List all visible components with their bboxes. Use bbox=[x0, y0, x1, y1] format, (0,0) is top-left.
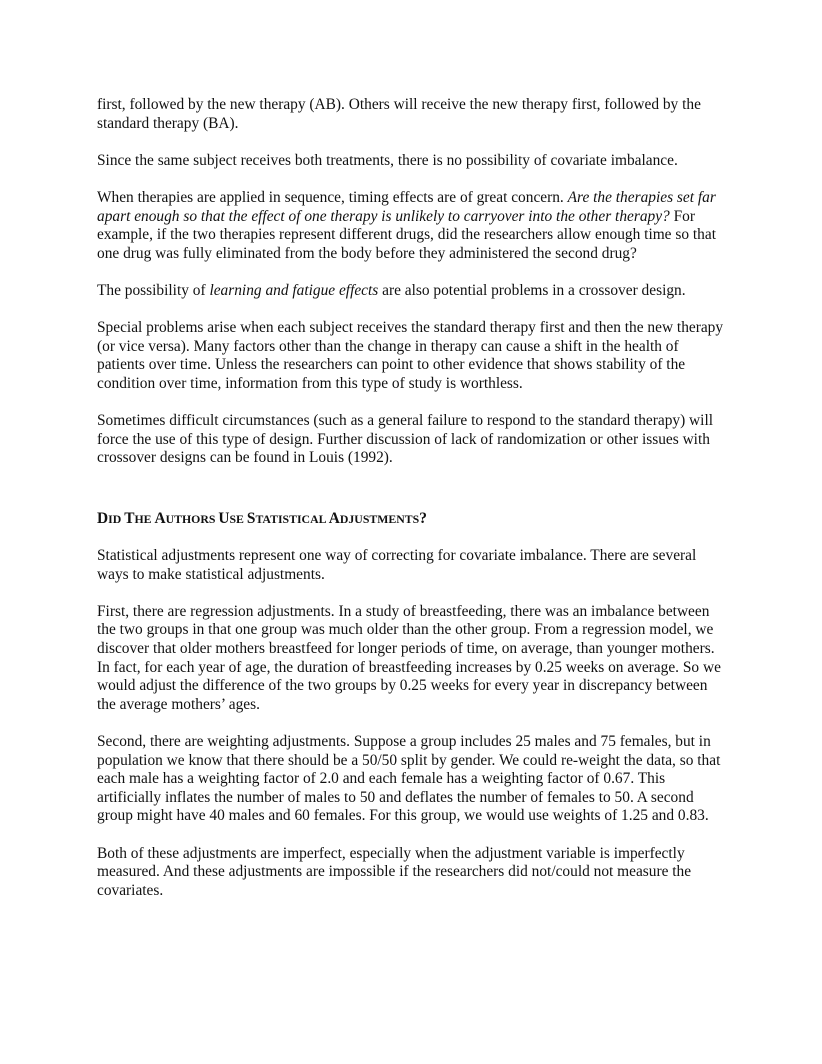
heading-part: S bbox=[246, 509, 256, 527]
paragraph-regression-adjustments: First, there are regression adjustments. In a study of breastfeeding, there was an imbalance between the two groups in that one group was much older than the other group. From a regression model, we discover that older mothers breastfeed for longer periods of time, on average, than younger mothers. In fact, for each year of age, the duration of breastfeeding increases by 0.25 weeks on average. So we would adjust the difference of the two groups by 0.25 weeks for every year in discrepancy between the average mothers’ ages. bbox=[97, 602, 721, 713]
timing-lead-text: When therapies are applied in sequence, timing effects are of great concern. bbox=[97, 188, 568, 206]
learning-rest-text: are also potential problems in a crossover design. bbox=[378, 281, 686, 299]
heading-part: TATISTICAL bbox=[255, 511, 329, 526]
section-heading bbox=[97, 510, 729, 529]
learning-lead-text: The possibility of bbox=[97, 281, 210, 299]
paragraph-imperfect-adjustments: Both of these adjustments are imperfect, especially when the adjustment variable is imperfectly measured. And these adjustments are impossible if the researchers did not/could not measure the covariates. bbox=[97, 844, 692, 899]
paragraph-statistical-adjustments: Statistical adjustments represent one way of correcting for covariate imbalance. There are several ways to make statistical adjustments. bbox=[97, 547, 697, 583]
heading-part: ID bbox=[108, 511, 125, 526]
heading-part: A bbox=[154, 509, 166, 527]
heading-part: SE bbox=[229, 511, 247, 526]
heading-part: A bbox=[328, 509, 340, 527]
heading-part: U bbox=[218, 509, 230, 527]
heading-part: HE bbox=[134, 511, 155, 526]
paragraph-weighting-adjustments: Second, there are weighting adjustments. Suppose a group includes 25 males and 75 females, but in population we know that there should be a 50/50 split by gender. We could re-weight the data, so that each male has a weighting factor of 2.0 and each female has a weighting factor of 0.67. This artificially inflates the number of males to 50 and deflates the number of females to 50. A second group might have 40 males and 60 females. For this group, we would use weights of 1.25 and 0.83. bbox=[97, 733, 721, 825]
heading-part: ? bbox=[419, 509, 427, 527]
paragraph-special-problems: Special problems arise when each subject receives the standard therapy first and then the new therapy (or vice versa). Many factors other than the change in therapy can cause a shift in the health of patients over time. Unless the researchers can point to other evidence that shows stability of the condition over time, information from this type of study is worthless. bbox=[97, 319, 724, 392]
heading-part: T bbox=[124, 509, 135, 527]
heading-part: D bbox=[97, 509, 109, 527]
paragraph-crossover-order: first, followed by the new therapy (AB). Others will receive the new therapy first, followed by the standard therapy (BA). bbox=[97, 96, 701, 132]
paragraph-learning-fatigue bbox=[97, 282, 729, 301]
heading-part: UTHORS bbox=[165, 511, 219, 526]
heading-part: DJUSTMENTS bbox=[339, 511, 420, 526]
timing-rest-text: For example, if the two therapies represent different drugs, did the researchers allow enough time so that one drug was fully eliminated from the body before they administered the second drug? bbox=[97, 207, 716, 262]
paragraph-timing-effects bbox=[97, 189, 729, 263]
timing-question-text: Are the therapies set far apart enough so that the effect of one therapy is unlikely to carryover into the other therapy? bbox=[97, 188, 716, 225]
document-page bbox=[97, 96, 729, 919]
paragraph-difficult-circumstances: Sometimes difficult circumstances (such as a general failure to respond to the standard therapy) will force the use of this type of design. Further discussion of lack of randomization or other issues with crossover designs can be found in Louis (1992). bbox=[97, 412, 714, 467]
learning-emph-text: learning and fatigue effects bbox=[209, 281, 379, 299]
paragraph-same-subject: Since the same subject receives both treatments, there is no possibility of covariate imbalance. bbox=[97, 151, 678, 169]
